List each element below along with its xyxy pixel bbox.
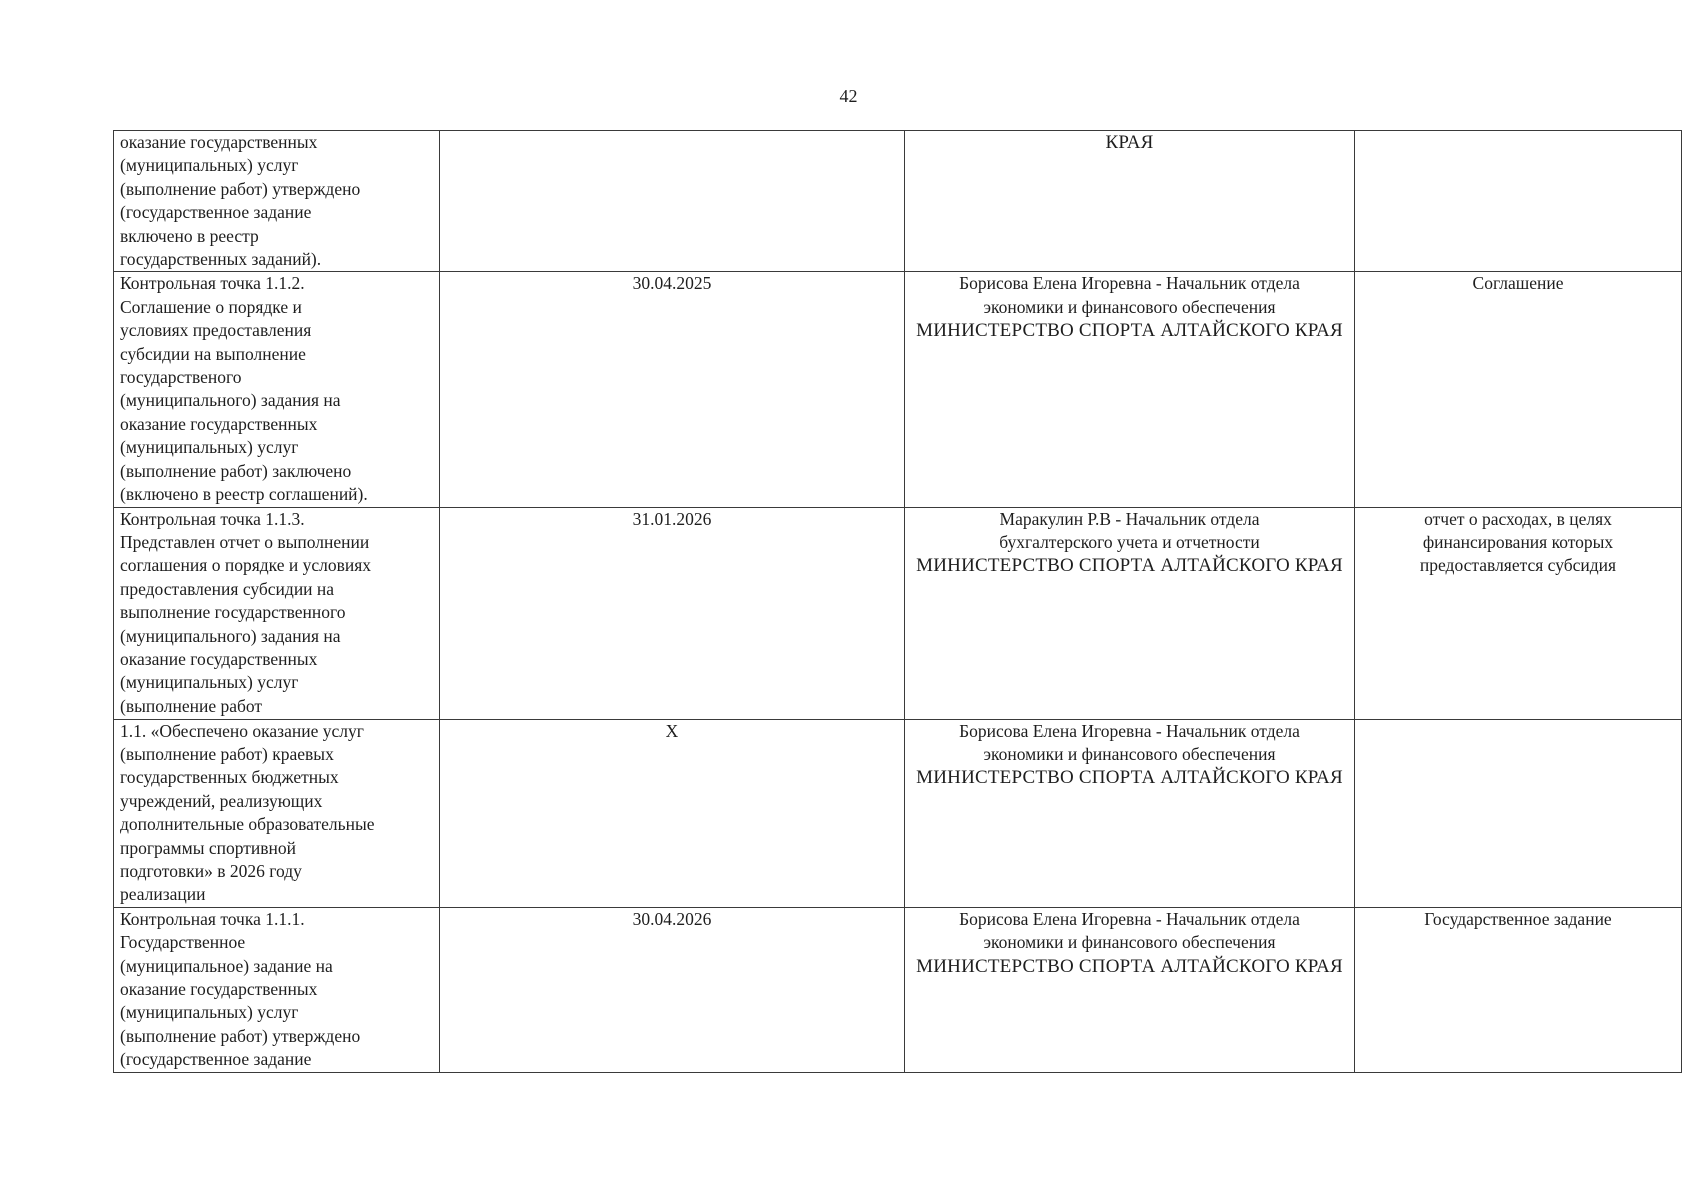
due-date-cell: [440, 131, 905, 272]
document-cell: [1355, 507, 1682, 719]
responsible-person: Борисова Елена Игоревна - Начальник отдела: [959, 720, 1300, 741]
responsible-unit: бухгалтерского учета и отчетности: [999, 531, 1260, 552]
responsible-cell: [905, 131, 1355, 272]
responsible-cell: [905, 272, 1355, 507]
responsible-cell: [905, 719, 1355, 907]
document-name: Соглашение: [1472, 273, 1564, 294]
due-date-cell: 30.04.2026: [440, 907, 905, 1072]
table-row: [114, 507, 1682, 719]
table-row: [114, 131, 1682, 272]
table-row: [114, 719, 1682, 907]
event-name-cell: Контрольная точка 1.1.3. Представлен отчет о выполнении соглашения о порядке и условиях предоставления субсидии на выполнение государственного (муниципального) задания на оказание государственных (муниципальных) услуг (выполнение работ: [114, 507, 440, 719]
control-points-table: [113, 130, 1682, 1073]
responsible-person: Маракулин Р.В - Начальник отдела: [999, 508, 1260, 529]
document-cell: [1355, 907, 1682, 1072]
event-name-cell: Контрольная точка 1.1.1. Государственное (муниципальное) задание на оказание государственных (муниципальных) услуг (выполнение работ) утверждено (государственное задание: [114, 907, 440, 1072]
event-name-cell: 1.1. «Обеспечено оказание услуг (выполнение работ) краевых государственных бюджетных учреждений, реализующих дополнительные образовательные программы спортивной подготовки» в 2026 году реализации: [114, 719, 440, 907]
ministry-name: КРАЯ: [1105, 132, 1154, 153]
event-name-cell: оказание государственных (муниципальных) услуг (выполнение работ) утверждено (государственное задание включено в реестр государственных заданий).: [114, 131, 440, 272]
document-cell: [1355, 272, 1682, 507]
ministry-name: МИНИСТЕРСТВО СПОРТА АЛТАЙСКОГО КРАЯ: [916, 767, 1343, 789]
document-name: Государственное задание: [1424, 908, 1612, 929]
page-number: 42: [839, 86, 858, 106]
document-cell: [1355, 131, 1682, 272]
table-row: [114, 272, 1682, 507]
responsible-person: Борисова Елена Игоревна - Начальник отдела: [959, 908, 1300, 929]
ministry-name: МИНИСТЕРСТВО СПОРТА АЛТАЙСКОГО КРАЯ: [916, 955, 1343, 977]
due-date-cell: 30.04.2025: [440, 272, 905, 507]
responsible-unit: экономики и финансового обеспечения: [983, 743, 1276, 764]
due-date-cell: X: [440, 719, 905, 907]
document-name: отчет о расходах, в целях финансирования которых предоставляется субсидия: [1419, 508, 1617, 576]
ministry-name: МИНИСТЕРСТВО СПОРТА АЛТАЙСКОГО КРАЯ: [916, 320, 1343, 342]
event-name-cell: Контрольная точка 1.1.2. Соглашение о порядке и условиях предоставления субсидии на выполнение государственого (муниципального) задания на оказание государственных (муниципальных) услуг (выполнение работ) заключено (включено в реестр соглашений).: [114, 272, 440, 507]
due-date-cell: 31.01.2026: [440, 507, 905, 719]
responsible-cell: [905, 507, 1355, 719]
responsible-cell: [905, 907, 1355, 1072]
ministry-name: МИНИСТЕРСТВО СПОРТА АЛТАЙСКОГО КРАЯ: [916, 555, 1343, 577]
responsible-person: Борисова Елена Игоревна - Начальник отдела: [959, 273, 1300, 294]
responsible-unit: экономики и финансового обеспечения: [983, 932, 1276, 953]
document-cell: [1355, 719, 1682, 907]
table-row: [114, 907, 1682, 1072]
responsible-unit: экономики и финансового обеспечения: [983, 296, 1276, 317]
